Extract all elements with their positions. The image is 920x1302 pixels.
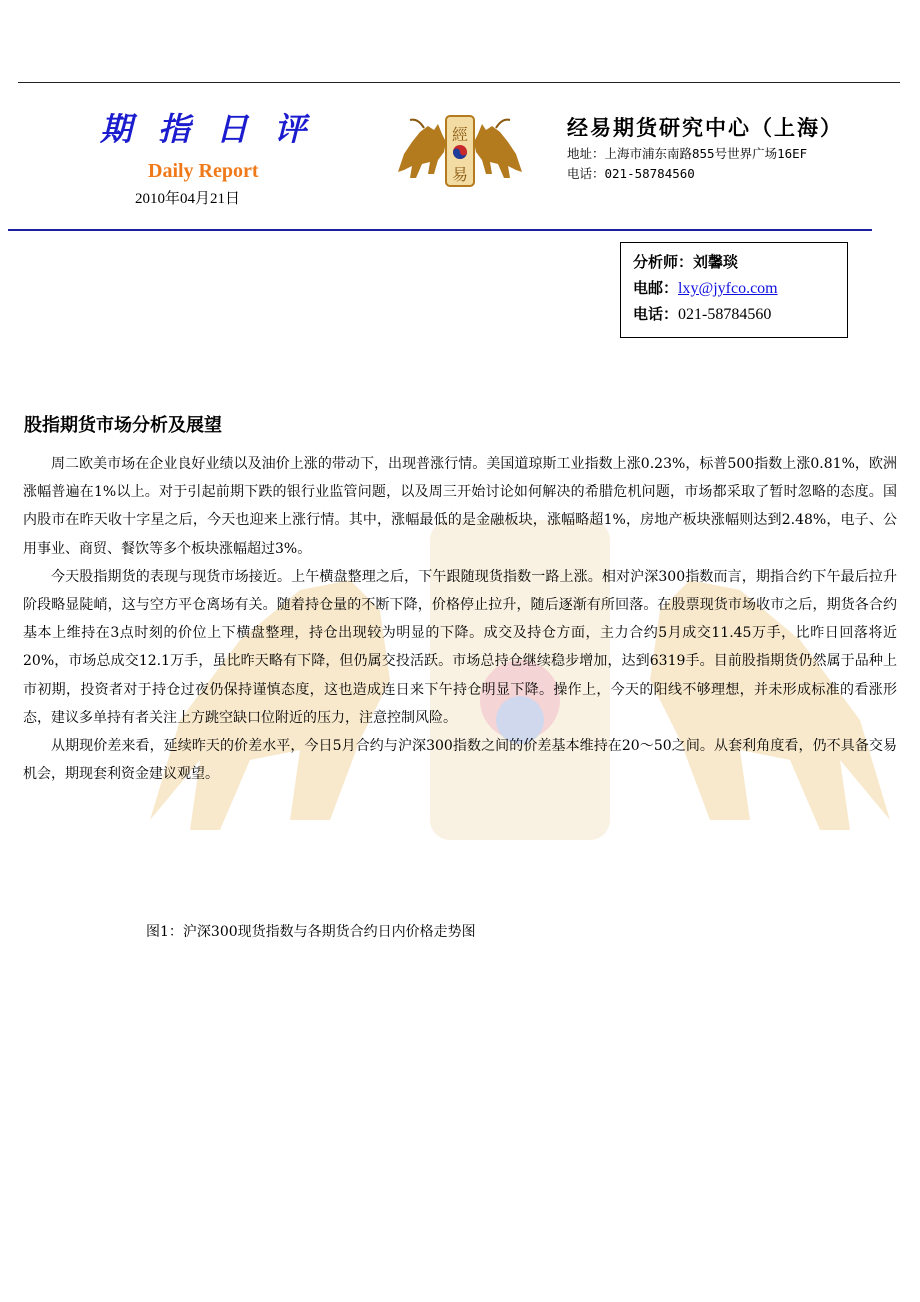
top-divider (18, 82, 900, 83)
article-body (23, 450, 897, 788)
header-divider (8, 229, 872, 231)
analyst-phone-row (633, 301, 847, 327)
svg-text:經: 經 (451, 125, 469, 144)
figure-caption: 图1：沪深300现货指数与各期货合约日内价格走势图 (146, 924, 476, 940)
company-address: 地址：上海市浦东南路855号世界广场16EF (567, 146, 808, 161)
email-link[interactable]: lxy@jyfco.com (678, 280, 778, 297)
section-heading: 股指期货市场分析及展望 (24, 415, 222, 436)
company-phone: 电话：021-58784560 (567, 166, 695, 181)
paragraph-2: 今天股指期货的表现与现货市场接近。上午横盘整理之后，下午跟随现货指数一路上涨。相对沪深300指数而言，期指合约下午最后拉升阶段略显陡峭，这与空方平仓离场有关。随着持仓量的不断下降，价格停止拉升，随后逐渐有所回落。在股票现货市场收市之后，期货各合约基本上维持在3点时刻的价位上下横盘整理，持仓出现较为明显的下降。成交及持仓方面，主力合约5月成交11.45万手，比昨日回落将近20%，市场总成交12.1万手，虽比昨天略有下降，但仍属交投活跃。市场总持仓继续稳步增加，达到6319手。目前股指期货仍然属于品种上市初期，投资者对于持仓过夜仍保持谨慎态度，这也造成连日来下午持仓明显下降。操作上，今天的阳线不够理想，并未形成标准的看涨形态，建议多单持有者关注上方跳空缺口位附近的压力，注意控制风险。 (23, 568, 897, 726)
email-label: 电邮： (633, 279, 679, 297)
analyst-email-row (633, 275, 847, 301)
paragraph-3: 从期现价差来看，延续昨天的价差水平，今日5月合约与沪深300指数之间的价差基本维持在20～50之间。从套利角度看，仍不具备交易机会，期现套利资金建议观望。 (23, 738, 897, 783)
phone-number: 021-58784560 (678, 306, 772, 323)
svg-text:易: 易 (451, 165, 469, 184)
report-date: 2010年04月21日 (135, 191, 241, 207)
report-title-en: Daily Report (148, 160, 259, 182)
bull-bear-logo-icon (394, 112, 526, 190)
paragraph-1: 周二欧美市场在企业良好业绩以及油价上涨的带动下，出现普涨行情。美国道琼斯工业指数上涨0.23%，标普500指数上涨0.81%，欧洲涨幅普遍在1%以上。对于引起前期下跌的银行业监管问题，以及周三开始讨论如何解决的希腊危机问题，市场都采取了暂时忽略的态度。国内股市在昨天收十字星之后，今天也迎来上涨行情。其中，涨幅最低的是金融板块，涨幅略超1%，房地产板块涨幅则达到2.48%，电子、公用事业、商贸、餐饮等多个板块涨幅超过3%。 (23, 456, 897, 557)
analyst-name: 分析师：刘馨琰 (633, 253, 739, 271)
analyst-info-box (620, 242, 848, 338)
report-title-cn: 期指日评 (100, 110, 333, 148)
company-name: 经易期货研究中心（上海） (567, 116, 843, 140)
phone-label: 电话： (633, 305, 679, 323)
